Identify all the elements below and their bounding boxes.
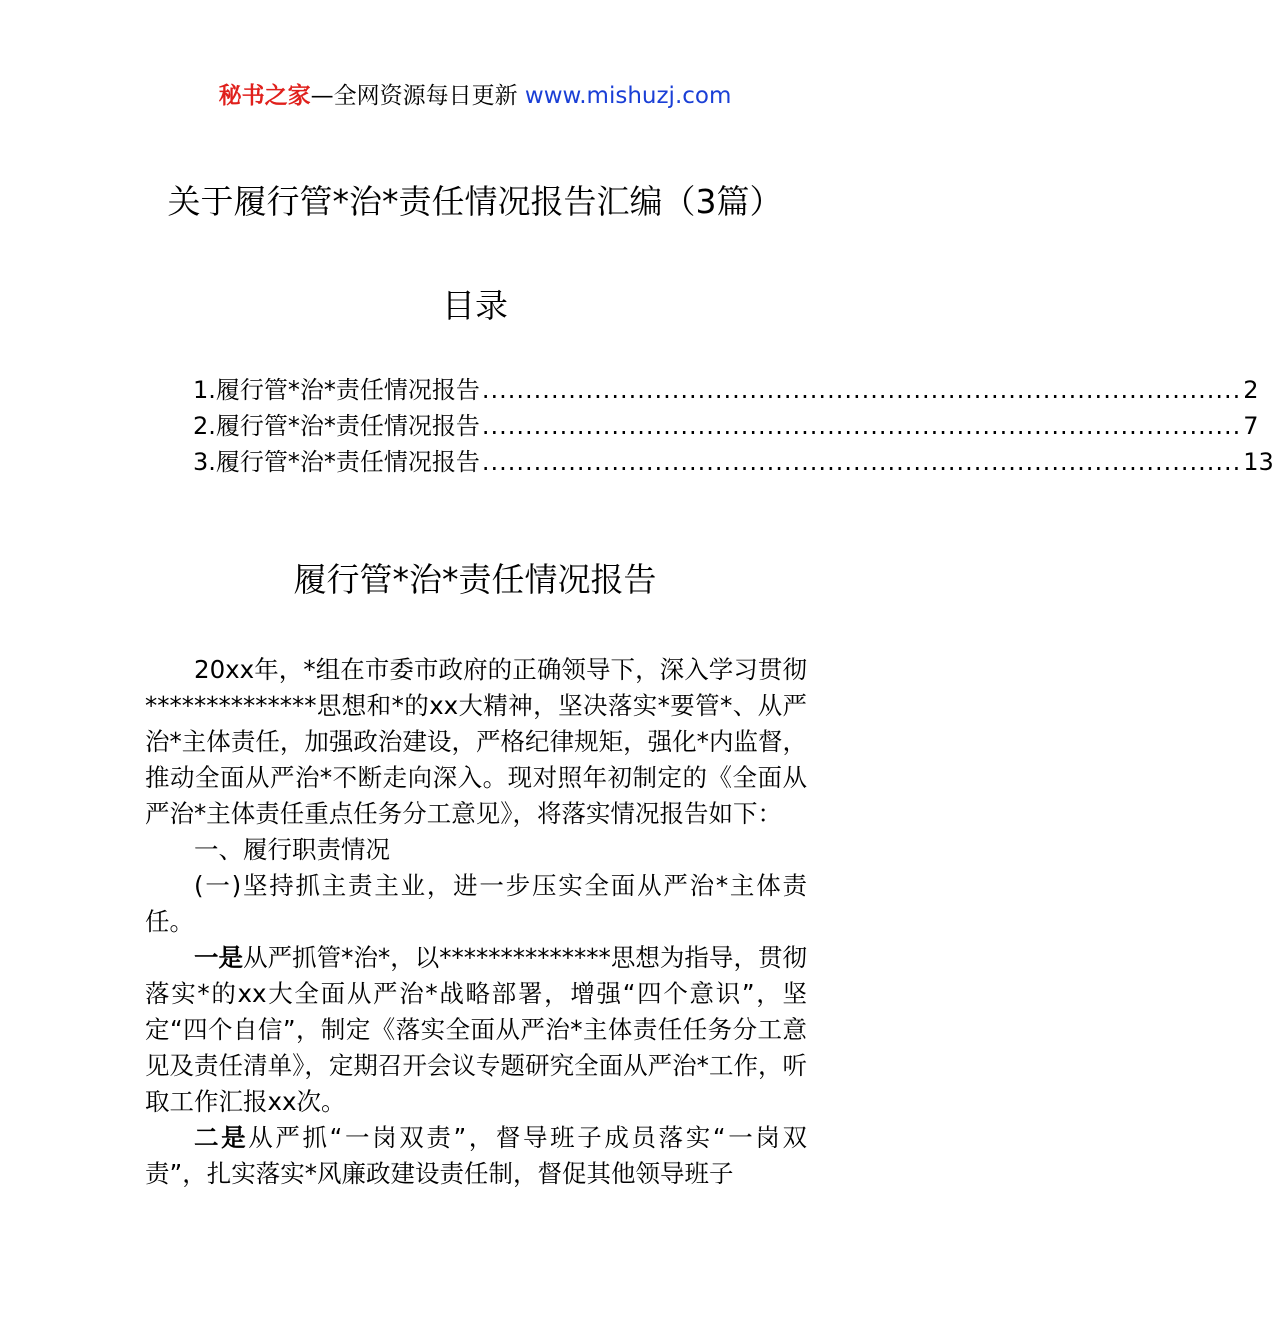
- paragraph: [145, 1120, 807, 1192]
- toc-entry[interactable]: [193, 372, 1259, 408]
- paragraph: [145, 832, 807, 868]
- toc-entry-label: 3.履行管*治*责任情况报告: [193, 448, 480, 476]
- paragraph: [145, 652, 807, 832]
- paragraph-text: 从严抓“一岗双责”，督导班子成员落实“一岗双责”，扎实落实*风廉政建设责任制，督促其他领导班子: [145, 1123, 808, 1188]
- toc-leader-dots: ........................................................................................: [481, 448, 1242, 476]
- site-url-link[interactable]: www.mishuzj.com: [524, 83, 732, 109]
- site-header: [0, 80, 950, 112]
- brand-name: 秘书之家: [218, 83, 311, 109]
- paragraph: [145, 868, 807, 940]
- toc-entry[interactable]: [193, 408, 1259, 444]
- header-tagline: —全网资源每日更新: [310, 83, 525, 109]
- paragraph-text: 从严抓管*治*，以**************思想为指导，贯彻落实*的xx大全面从严治*战略部署，增强“四个意识”，坚定“四个自信”，制定《落实全面从严治*主体责任任务分工意见及责任清单》，定期召开会议专题研究全面从严治*工作，听取工作汇报xx次。: [145, 943, 808, 1116]
- toc-leader-dots: ........................................................................................: [481, 376, 1242, 404]
- section-title: 履行管*治*责任情况报告: [293, 560, 657, 599]
- paragraph-lead: 一是: [194, 943, 244, 972]
- table-of-contents: [193, 372, 1274, 480]
- toc-heading: 目录: [442, 286, 508, 325]
- paragraph-text: (一)坚持抓主责主业，进一步压实全面从严治*主体责任。: [145, 871, 807, 936]
- toc-entry-page: 7: [1243, 412, 1259, 440]
- document-title: 关于履行管*治*责任情况报告汇编（3篇）: [167, 182, 783, 221]
- toc-leader-dots: ........................................................................................: [481, 412, 1242, 440]
- paragraph-lead: 二是: [194, 1123, 249, 1152]
- toc-entry-label: 1.履行管*治*责任情况报告: [193, 376, 480, 404]
- toc-entry-page: 13: [1243, 448, 1274, 476]
- body-text: [145, 652, 807, 1192]
- paragraph: [145, 940, 807, 1120]
- toc-entry[interactable]: [193, 444, 1274, 480]
- paragraph-text: 一、履行职责情况: [194, 835, 390, 864]
- paragraph-text: 20xx年，*组在市委市政府的正确领导下，深入学习贯彻**************思想和*的xx大精神，坚决落实*要管*、从严治*主体责任，加强政治建设，严格纪律规矩，强化*内监督，推动全面从严治*不断走向深入。现对照年初制定的《全面从严治*主体责任重点任务分工意见》，将落实情况报告如下：: [145, 655, 807, 828]
- toc-entry-page: 2: [1243, 376, 1259, 404]
- toc-entry-label: 2.履行管*治*责任情况报告: [193, 412, 480, 440]
